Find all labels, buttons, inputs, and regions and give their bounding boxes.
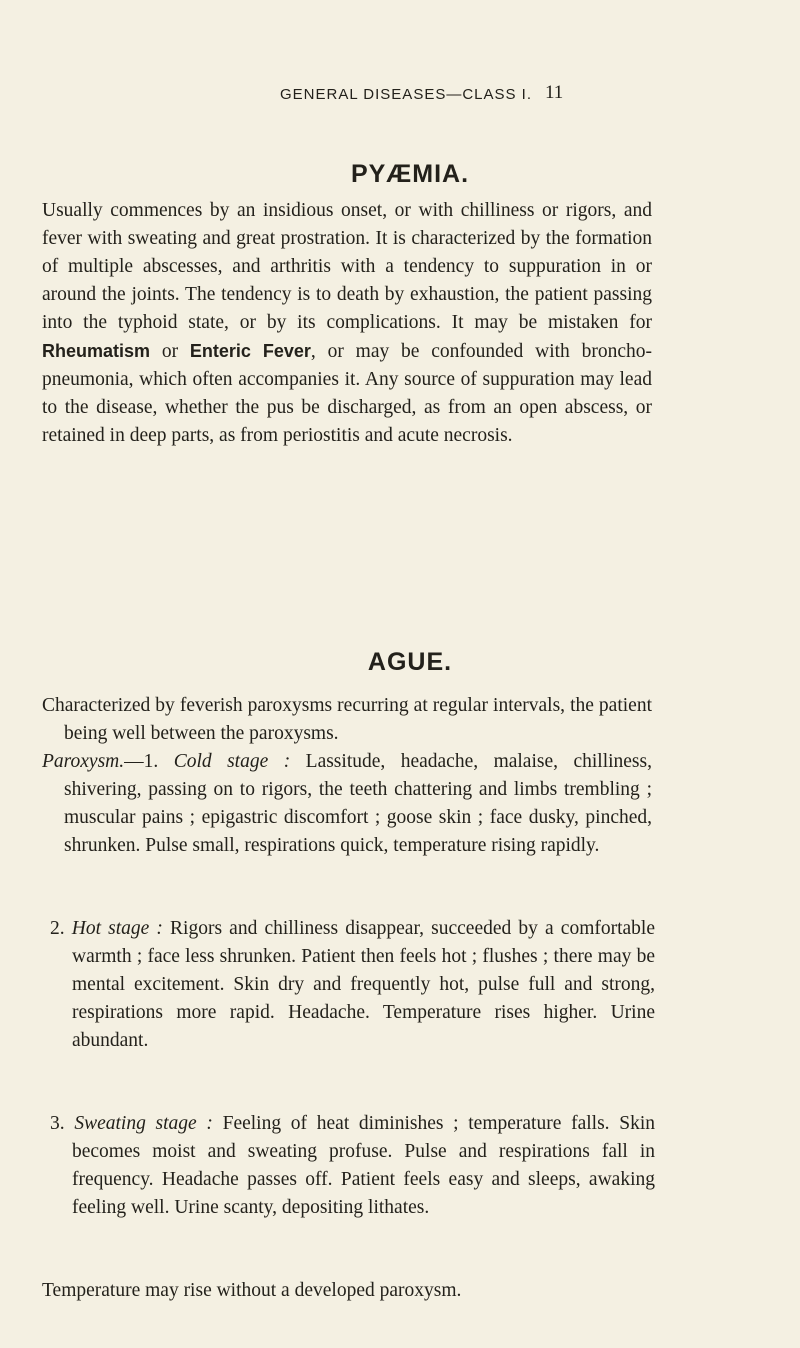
sweating-stage-block: [50, 1110, 655, 1222]
term-rheumatism: Rheumatism: [42, 341, 151, 361]
pyaemia-text-or: or: [150, 341, 190, 362]
ague-closing-text: Temperature may rise without a developed paroxysm.: [42, 1280, 462, 1301]
ague-sweating-stage-paragraph: [50, 1110, 655, 1222]
hot-stage-block: [50, 915, 655, 1055]
section-title-ague: AGUE.: [367, 648, 453, 676]
ague-cold-stage-paragraph: [42, 748, 652, 860]
pyaemia-paragraph: [42, 197, 652, 450]
page-number: 11: [545, 82, 564, 103]
running-head: GENERAL DISEASES—CLASS I.: [280, 86, 533, 103]
ague-intro-paragraph: [42, 692, 652, 748]
hot-stage-text: Rigors and chilliness disappear, succeeded by a comfortable warmth ; face less shrunken. Patient then feels hot ; flushes ; there may be mental excitement. Skin dry and frequently hot, pulse full and strong, respirations more rapid. Headache. Temperature rises higher. Urine abundant.: [72, 918, 655, 1051]
ague-closing-paragraph: [42, 1277, 652, 1305]
hot-stage-label: Hot stage :: [71, 918, 163, 939]
pyaemia-text-after: , or may be confounded with broncho-pneumonia, which often accompanies it. Any source of suppuration may lead to the disease, whether the pus be discharged, as from an open abscess, or retained in deep parts, as from periostitis and acute necrosis.: [42, 341, 652, 446]
cold-stage-text: Lassitude, headache, malaise, chilliness, shivering, passing on to rigors, the teeth chattering and limbs trembling ; muscular pains ; epigastric discomfort ; goose skin ; face dusky, pinched, shrunken. Pulse small, respirations quick, temperature rising rapidly.: [64, 751, 652, 856]
term-enteric-fever: Enteric Fever: [189, 341, 311, 361]
section-title-pyaemia: PYÆMIA.: [350, 160, 470, 188]
ague-hot-stage-paragraph: [50, 915, 655, 1055]
cold-stage-number: —1.: [124, 751, 159, 772]
sweating-stage-label: Sweating stage :: [74, 1113, 213, 1134]
sweating-stage-text: Feeling of heat diminishes ; temperature falls. Skin becomes moist and sweating profuse. Pulse and respirations fall in frequency. Headache passes off. Patient feels easy and sleeps, awaking feeling well. Urine scanty, depositing lithates.: [72, 1113, 655, 1218]
cold-stage-label: Cold stage :: [173, 751, 291, 772]
paroxysm-label: Paroxysm.: [42, 751, 125, 772]
ague-intro-text: Characterized by feverish paroxysms recurring at regular intervals, the patient being well between the paroxysms.: [42, 695, 652, 744]
hot-stage-number: 2.: [50, 918, 72, 939]
pyaemia-text-before: Usually commences by an insidious onset, or with chilliness or rigors, and fever with sweating and great prostration. It is characterized by the formation of multiple abscesses, and arthritis with a tendency to suppuration in or around the joints. The tendency is to death by exhaustion, the patient passing into the typhoid state, or by its complications. It may be mistaken for: [42, 200, 652, 333]
cold-stage-block: [42, 748, 652, 860]
sweating-stage-number: 3.: [50, 1113, 75, 1134]
